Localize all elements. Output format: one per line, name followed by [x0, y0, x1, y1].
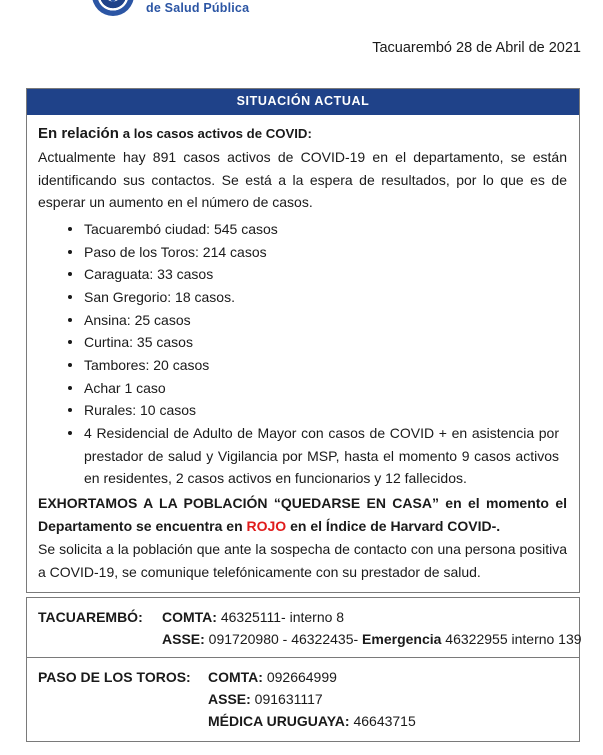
lead-heading-strong: En relación: [38, 124, 119, 142]
contact-entry: [208, 666, 337, 688]
intro-paragraph: Actualmente hay 891 casos activos de COVID-19 en el departamento, se están identificando sus contactos. Se está a la espera de resultados, por lo que es de esperar un aumento en el número de casos.: [38, 149, 567, 211]
lead-heading: [38, 124, 567, 144]
list-item: Curtina: 35 casos: [38, 331, 567, 354]
contact-entry: [162, 628, 582, 650]
contact-provider-label: ASSE:: [208, 691, 251, 708]
contact-row-spacer: [38, 710, 208, 732]
contact-row: [38, 628, 582, 650]
contact-provider-label: MÉDICA URUGUAYA:: [208, 713, 350, 730]
contact-provider-label: COMTA:: [162, 609, 217, 625]
contact-entry: [162, 606, 344, 628]
report-body: [27, 115, 579, 592]
contact-city-label: PASO DE LOS TOROS:: [38, 669, 191, 685]
exhort-text-after: en el Índice de Harvard COVID-.: [286, 517, 501, 534]
lead-heading-rest: a los casos activos de COVID:: [122, 125, 312, 141]
contact-row: [38, 666, 569, 688]
contact-entry: [208, 688, 323, 710]
contact-provider-label: ASSE:: [162, 631, 205, 648]
contact-entry: [208, 710, 416, 732]
list-item: Paso de los Toros: 214 casos: [38, 241, 567, 264]
contact-row: [38, 606, 569, 628]
contact-box-paso-de-los-toros: [26, 657, 580, 742]
contact-row-spacer: [38, 688, 208, 710]
active-cases-list: [38, 218, 567, 490]
list-item: Ansina: 25 casos: [38, 309, 567, 332]
letterhead-org-line: de Salud Pública: [146, 0, 250, 15]
contact-row-spacer: [38, 628, 162, 650]
list-item: Achar 1 caso: [38, 377, 567, 400]
contact-provider-label: COMTA:: [208, 669, 263, 685]
ministry-crest-icon: [92, 0, 134, 16]
dateline: Tacuarembó 28 de Abril de 2021: [372, 40, 581, 56]
list-item: Rurales: 10 casos: [38, 399, 567, 422]
list-item: Tambores: 20 casos: [38, 354, 567, 377]
section-banner-situacion-actual: SITUACIÓN ACTUAL: [27, 89, 579, 115]
closing-paragraph: Se solicita a la población que ante la sospecha de contacto con una persona positiva a COVID-19, se comunique telefónicamente con su prestador de salud.: [38, 541, 567, 581]
contact-emergency-label: Emergencia: [362, 631, 442, 648]
contact-phone-value[interactable]: 46643715: [349, 713, 416, 730]
contact-emergency-phone-value[interactable]: 46322955 interno 139: [441, 631, 582, 648]
exhort-paragraph: [38, 492, 567, 537]
contact-city-label: TACUAREMBÓ:: [38, 609, 143, 625]
contact-phone-value[interactable]: 091631117: [250, 691, 323, 708]
contact-phone-value[interactable]: 092664999: [262, 669, 337, 685]
exhort-text-before: EXHORTAMOS A LA POBLACIÓN “QUEDARSE EN CASA” en el momento el Departamento se encuentra en: [38, 495, 567, 534]
contact-row: [38, 710, 569, 732]
list-item: Caraguata: 33 casos: [38, 263, 567, 286]
list-item-residential: 4 Residencial de Adulto de Mayor con casos de COVID + en asistencia por prestador de salud y Vigilancia por MSP, hasta el momento 9 casos activos en residentes, 2 casos activos en funcionarios y 12 fallecidos.: [38, 422, 567, 490]
contact-row: [38, 688, 569, 710]
letterhead: [0, 0, 603, 16]
contact-box-tacuarembo: [26, 597, 580, 660]
situation-report-box: [26, 88, 580, 593]
contact-phone-value[interactable]: 091720980 - 46322435-: [204, 631, 363, 648]
list-item: Tacuarembó ciudad: 545 casos: [38, 218, 567, 241]
list-item: San Gregorio: 18 casos.: [38, 286, 567, 309]
contact-phone-value[interactable]: 46325111- interno 8: [216, 609, 345, 625]
status-badge-rojo: ROJO: [246, 517, 287, 534]
